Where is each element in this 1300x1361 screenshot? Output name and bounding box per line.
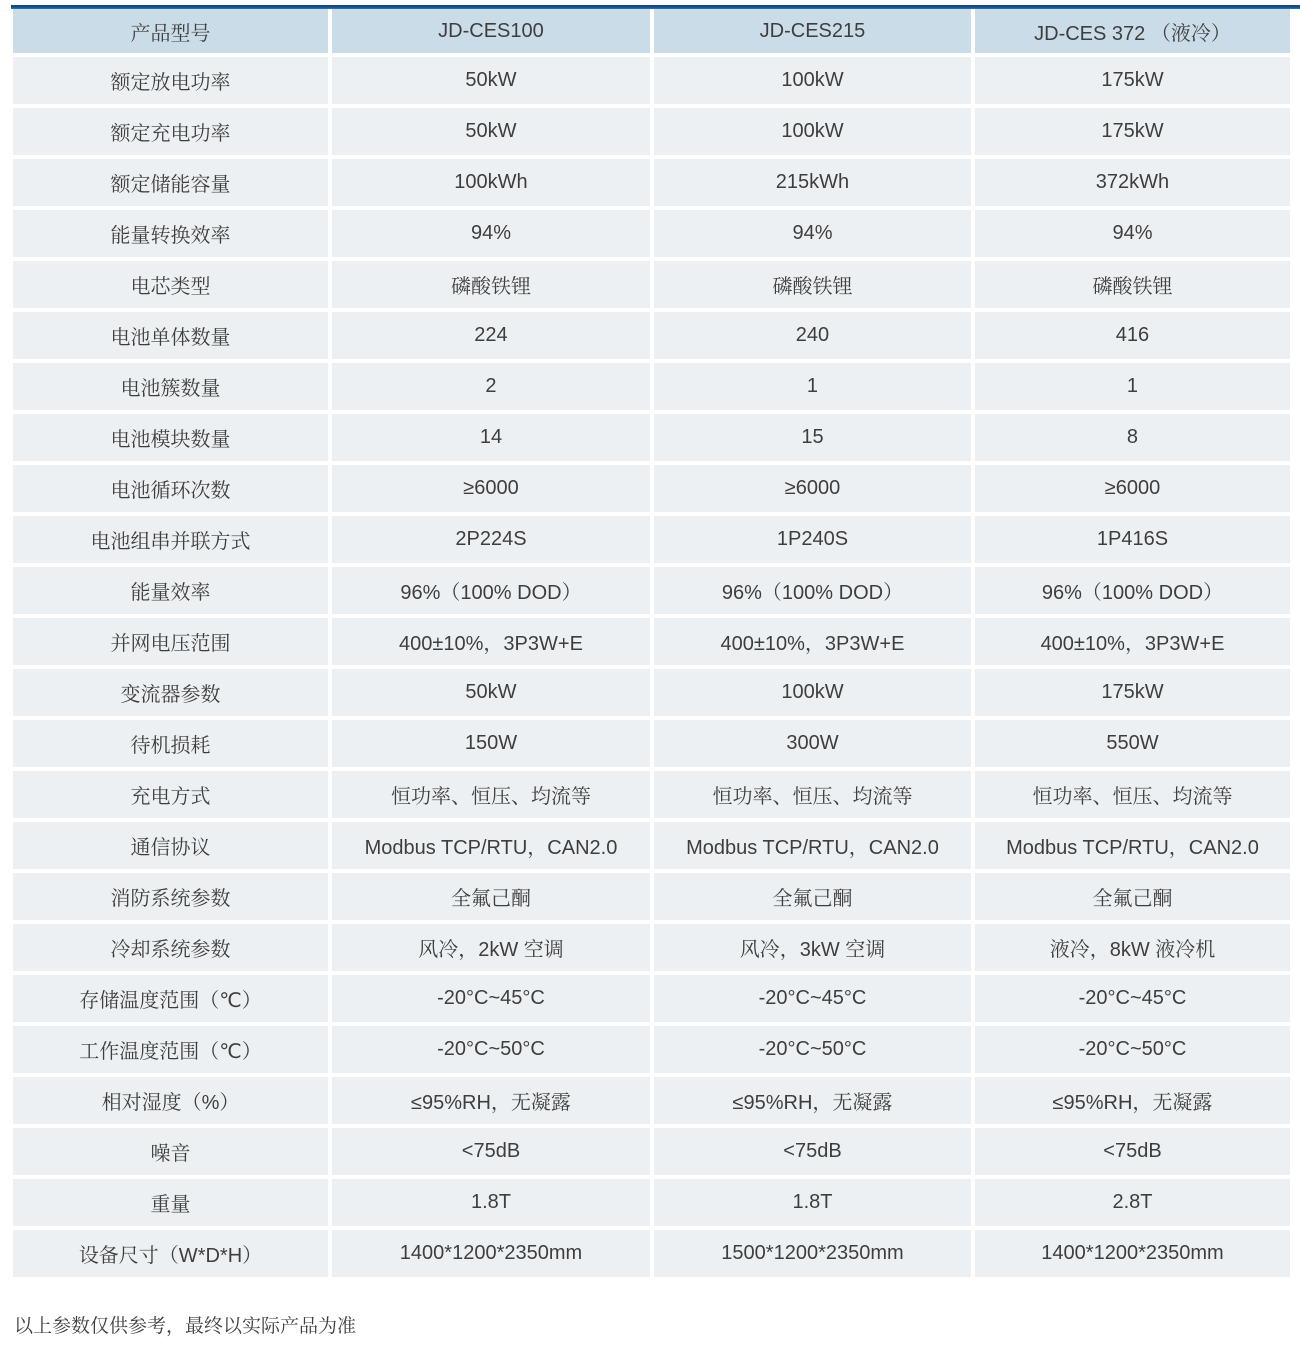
spec-value-cell: 550W (973, 718, 1292, 769)
spec-value-cell: 磷酸铁锂 (652, 259, 973, 310)
spec-value-cell: 2.8T (973, 1177, 1292, 1228)
spec-label-cell: 电池模块数量 (11, 412, 330, 463)
spec-value-cell: 磷酸铁锂 (330, 259, 652, 310)
spec-label-cell: 额定充电功率 (11, 106, 330, 157)
table-row (11, 463, 1292, 514)
spec-value-cell: 240 (652, 310, 973, 361)
table-row (11, 820, 1292, 871)
table-row (11, 565, 1292, 616)
table-row (11, 1075, 1292, 1126)
table-row (11, 157, 1292, 208)
spec-value-cell: -20°C~50°C (652, 1024, 973, 1075)
spec-label-cell: 充电方式 (11, 769, 330, 820)
spec-value-cell: Modbus TCP/RTU，CAN2.0 (330, 820, 652, 871)
table-row (11, 616, 1292, 667)
header-cell-model-ces215: JD-CES215 (652, 9, 973, 55)
spec-value-cell: 1P240S (652, 514, 973, 565)
spec-value-cell: 175kW (973, 106, 1292, 157)
spec-label-cell: 设备尺寸（W*D*H） (11, 1228, 330, 1279)
spec-label-cell: 电芯类型 (11, 259, 330, 310)
spec-label-cell: 电池单体数量 (11, 310, 330, 361)
table-row (11, 208, 1292, 259)
table-row (11, 667, 1292, 718)
table-row (11, 412, 1292, 463)
spec-value-cell: 50kW (330, 106, 652, 157)
spec-value-cell: 215kWh (652, 157, 973, 208)
table-header-row (11, 9, 1292, 55)
spec-label-cell: 消防系统参数 (11, 871, 330, 922)
spec-label-cell: 重量 (11, 1177, 330, 1228)
spec-value-cell: 14 (330, 412, 652, 463)
spec-value-cell: 1400*1200*2350mm (973, 1228, 1292, 1279)
spec-value-cell: -20°C~45°C (973, 973, 1292, 1024)
spec-value-cell: 2P224S (330, 514, 652, 565)
spec-value-cell: ≤95%RH，无凝露 (330, 1075, 652, 1126)
spec-label-cell: 变流器参数 (11, 667, 330, 718)
spec-value-cell: 液冷，8kW 液冷机 (973, 922, 1292, 973)
spec-label-cell: 存储温度范围（℃） (11, 973, 330, 1024)
spec-value-cell: -20°C~45°C (330, 973, 652, 1024)
spec-value-cell: 1500*1200*2350mm (652, 1228, 973, 1279)
spec-value-cell: 50kW (330, 55, 652, 106)
spec-table (11, 9, 1292, 1279)
table-row (11, 259, 1292, 310)
spec-label-cell: 额定储能容量 (11, 157, 330, 208)
spec-label-cell: 相对湿度（%） (11, 1075, 330, 1126)
spec-value-cell: 94% (330, 208, 652, 259)
table-row (11, 718, 1292, 769)
spec-value-cell: 94% (973, 208, 1292, 259)
spec-value-cell: ≥6000 (652, 463, 973, 514)
table-row (11, 1126, 1292, 1177)
spec-value-cell: 15 (652, 412, 973, 463)
spec-value-cell: 恒功率、恒压、均流等 (652, 769, 973, 820)
spec-value-cell: 300W (652, 718, 973, 769)
spec-label-cell: 能量转换效率 (11, 208, 330, 259)
header-cell-model-ces372: JD-CES 372 （液冷） (973, 9, 1292, 55)
spec-value-cell: Modbus TCP/RTU，CAN2.0 (652, 820, 973, 871)
spec-label-cell: 工作温度范围（℃） (11, 1024, 330, 1075)
spec-value-cell: 224 (330, 310, 652, 361)
spec-value-cell: 175kW (973, 667, 1292, 718)
spec-value-cell: 100kW (652, 106, 973, 157)
spec-value-cell: 416 (973, 310, 1292, 361)
table-row (11, 55, 1292, 106)
spec-value-cell: Modbus TCP/RTU，CAN2.0 (973, 820, 1292, 871)
spec-value-cell: 400±10%，3P3W+E (652, 616, 973, 667)
table-row (11, 871, 1292, 922)
spec-value-cell: 磷酸铁锂 (973, 259, 1292, 310)
table-row (11, 361, 1292, 412)
spec-value-cell: 1 (652, 361, 973, 412)
table-row (11, 922, 1292, 973)
spec-value-cell: 96%（100% DOD） (330, 565, 652, 616)
spec-value-cell: 恒功率、恒压、均流等 (330, 769, 652, 820)
spec-value-cell: 8 (973, 412, 1292, 463)
spec-label-cell: 并网电压范围 (11, 616, 330, 667)
spec-value-cell: 96%（100% DOD） (652, 565, 973, 616)
spec-label-cell: 电池组串并联方式 (11, 514, 330, 565)
spec-value-cell: 1.8T (330, 1177, 652, 1228)
spec-value-cell: 风冷，3kW 空调 (652, 922, 973, 973)
table-row (11, 310, 1292, 361)
spec-value-cell: <75dB (973, 1126, 1292, 1177)
spec-label-cell: 冷却系统参数 (11, 922, 330, 973)
spec-value-cell: 1 (973, 361, 1292, 412)
spec-value-cell: 100kWh (330, 157, 652, 208)
spec-value-cell: ≥6000 (330, 463, 652, 514)
spec-value-cell: 全氟己酮 (973, 871, 1292, 922)
spec-value-cell: ≤95%RH，无凝露 (973, 1075, 1292, 1126)
spec-value-cell: 1400*1200*2350mm (330, 1228, 652, 1279)
spec-value-cell: 100kW (652, 667, 973, 718)
spec-value-cell: 1.8T (652, 1177, 973, 1228)
table-row (11, 514, 1292, 565)
spec-label-cell: 额定放电功率 (11, 55, 330, 106)
table-row (11, 973, 1292, 1024)
spec-value-cell: 100kW (652, 55, 973, 106)
spec-value-cell: 1P416S (973, 514, 1292, 565)
spec-value-cell: 372kWh (973, 157, 1292, 208)
table-row (11, 769, 1292, 820)
spec-value-cell: 2 (330, 361, 652, 412)
table-row (11, 1177, 1292, 1228)
spec-value-cell: <75dB (330, 1126, 652, 1177)
table-row (11, 106, 1292, 157)
spec-value-cell: <75dB (652, 1126, 973, 1177)
spec-value-cell: 全氟己酮 (330, 871, 652, 922)
spec-value-cell: 50kW (330, 667, 652, 718)
spec-label-cell: 能量效率 (11, 565, 330, 616)
spec-value-cell: ≥6000 (973, 463, 1292, 514)
spec-value-cell: 96%（100% DOD） (973, 565, 1292, 616)
spec-value-cell: 150W (330, 718, 652, 769)
spec-value-cell: -20°C~50°C (973, 1024, 1292, 1075)
header-cell-product-model: 产品型号 (11, 9, 330, 55)
spec-label-cell: 电池循环次数 (11, 463, 330, 514)
spec-label-cell: 通信协议 (11, 820, 330, 871)
table-row (11, 1228, 1292, 1279)
spec-value-cell: -20°C~45°C (652, 973, 973, 1024)
spec-label-cell: 待机损耗 (11, 718, 330, 769)
table-row (11, 1024, 1292, 1075)
spec-value-cell: 全氟己酮 (652, 871, 973, 922)
spec-value-cell: 400±10%，3P3W+E (973, 616, 1292, 667)
spec-value-cell: 94% (652, 208, 973, 259)
spec-label-cell: 噪音 (11, 1126, 330, 1177)
spec-value-cell: ≤95%RH，无凝露 (652, 1075, 973, 1126)
footnote: 以上参数仅供参考，最终以实际产品为准 (14, 1316, 357, 1337)
header-cell-model-ces100: JD-CES100 (330, 9, 652, 55)
spec-value-cell: 恒功率、恒压、均流等 (973, 769, 1292, 820)
spec-value-cell: -20°C~50°C (330, 1024, 652, 1075)
spec-value-cell: 风冷，2kW 空调 (330, 922, 652, 973)
spec-label-cell: 电池簇数量 (11, 361, 330, 412)
spec-value-cell: 175kW (973, 55, 1292, 106)
spec-value-cell: 400±10%，3P3W+E (330, 616, 652, 667)
